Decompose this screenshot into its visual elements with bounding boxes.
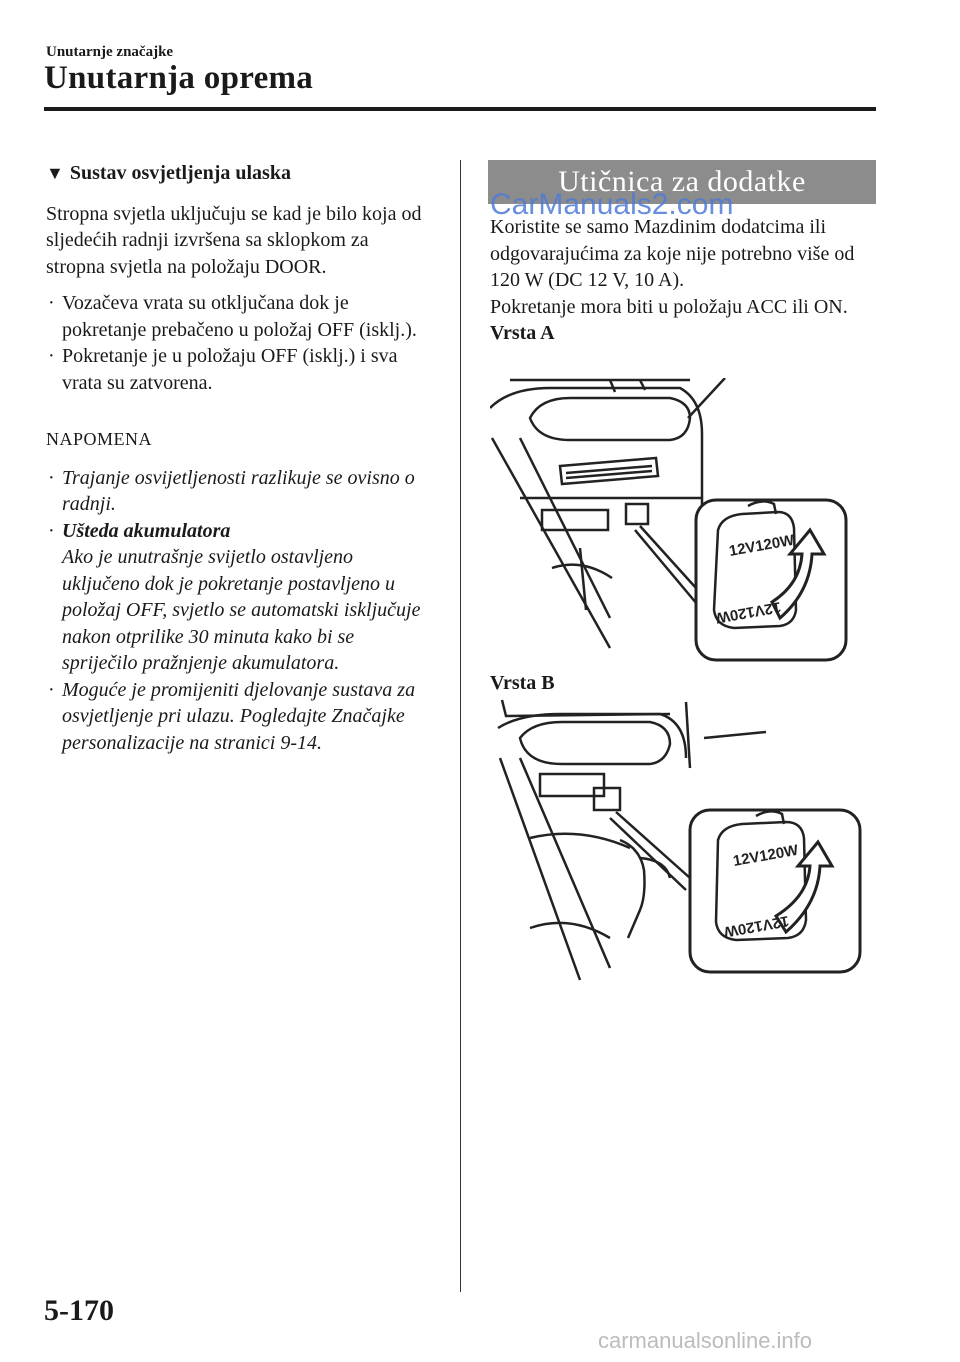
bullet-icon: · (48, 466, 55, 489)
list-item: · Pokretanje je u položaju OFF (isklj.) i sva vrata su zatvorena. (48, 345, 398, 394)
note-label: NAPOMENA (46, 429, 153, 449)
section-label: Unutarnje značajke (46, 44, 174, 60)
intro-paragraph: Stropna svjetla uključuju se kad je bilo koja od sljedećih radnji izvršena sa sklopkom za stropna svjetla na položaju DOOR. (46, 202, 422, 278)
type-a-label: Vrsta A (490, 322, 555, 344)
note-title: Ušteda akumulatora (62, 519, 231, 542)
condition-list (46, 290, 426, 396)
note-list (46, 465, 426, 757)
page-number: 5-170 (44, 1294, 114, 1327)
entry-light-heading (46, 160, 426, 187)
cap-label-b-reversed: 12V120W (722, 912, 791, 941)
bullet-icon: · (48, 519, 55, 542)
triangle-down-icon: ▼ (46, 163, 64, 183)
left-column (46, 160, 426, 776)
socket-illustration-b (490, 698, 870, 988)
column-divider (460, 160, 461, 1292)
right-column (490, 214, 870, 347)
footer-watermark: carmanualsonline.info (598, 1328, 813, 1353)
type-b-label: Vrsta B (490, 672, 555, 694)
chapter-title: Unutarnja oprema (44, 60, 314, 96)
socket-illustration-a (490, 378, 860, 668)
list-item: · Vozačeva vrata su otključana dok je pokretanje prebačeno u položaj OFF (isklj.). (48, 292, 417, 341)
cap-label-a: 12V120W (727, 531, 796, 560)
power-paragraph: Koristite se samo Mazdinim dodatcima ili odgovarajućima za koje nije potrebno više od 120 W (DC 12 V, 10 A). (490, 216, 855, 291)
cap-label-b: 12V120W (731, 841, 800, 870)
heading-text: Sustav osvjetljenja ulaska (69, 162, 291, 184)
cap-label-a-reversed: 12V120W (714, 598, 783, 627)
title-rule (44, 107, 876, 111)
ignition-paragraph: Pokretanje mora biti u položaju ACC ili ON. (490, 295, 848, 318)
accessory-socket-banner: Utičnica za dodatke (488, 160, 876, 204)
note-item: · Trajanje osvijetljenosti razlikuje se ovisno o radnji. (48, 466, 415, 515)
bullet-icon: · (48, 292, 55, 314)
watermark: CarManuals2.com (490, 188, 734, 221)
note-item: · Ušteda akumulatora Ako je unutrašnje svijetlo ostavljeno uključeno dok je pokretanje postavljeno u položaj OFF, svjetlo se automatski isključuje nakon otprilike 30 minuta kako bi se spriječilo pražnjenje akumulatora. (48, 519, 421, 674)
bullet-icon: · (48, 345, 55, 367)
bullet-icon: · (48, 678, 55, 701)
note-item: · Moguće je promijeniti djelovanje sustava za osvjetljenje pri ulazu. Pogledajte Značajke personalizacije na stranici 9-14. (48, 678, 416, 754)
